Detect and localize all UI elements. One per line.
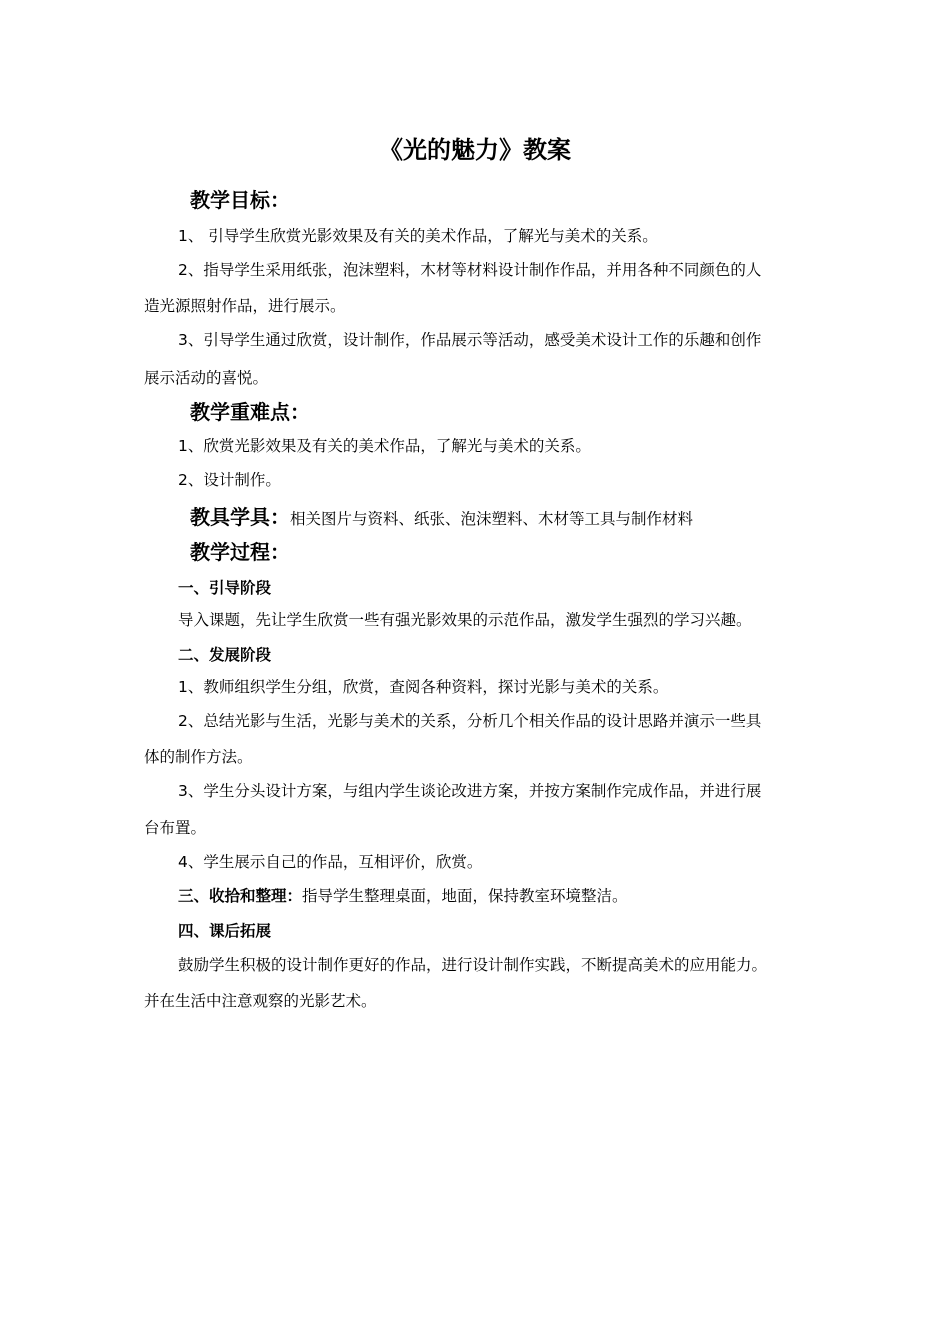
stage3-row: [178, 886, 628, 906]
tools-heading: 教具学具：: [190, 505, 290, 529]
stage3-title: 三、收拾和整理：: [178, 887, 303, 905]
stage2-item-1: 1、教师组织学生分组，欣赏，查阅各种资料，探讨光影与美术的关系。: [178, 678, 669, 696]
stage2-item-4: 4、学生展示自己的作品，互相评价，欣赏。: [178, 853, 483, 871]
goal-line-3: 3、引导学生通过欣赏，设计制作，作品展示等活动，感受美术设计工作的乐趣和创作: [178, 331, 762, 349]
tools-text: 相关图片与资料、纸张、泡沫塑料、木材等工具与制作材料: [290, 510, 694, 528]
stage2-title: 二、发展阶段: [178, 646, 272, 664]
stage2-item-3: 3、学生分头设计方案，与组内学生谈论改进方案，并按方案制作完成作品，并进行展: [178, 782, 762, 800]
key-point-1: 1、欣赏光影效果及有关的美术作品，了解光与美术的关系。: [178, 437, 591, 455]
key-point-2: 2、设计制作。: [178, 471, 281, 489]
stage2-item-2-cont: 体的制作方法。: [144, 748, 253, 766]
tools-row: [190, 505, 693, 529]
stage4-item-1-cont: 并在生活中注意观察的光影艺术。: [144, 992, 377, 1010]
goal-line-2: 2、指导学生采用纸张，泡沫塑料，木材等材料设计制作作品，并用各种不同颜色的人: [178, 261, 762, 279]
stage2-item-3-cont: 台布置。: [144, 819, 207, 837]
stage4-item-1: 鼓励学生积极的设计制作更好的作品，进行设计制作实践，不断提高美术的应用能力。: [178, 956, 768, 974]
stage4-title: 四、课后拓展: [178, 922, 272, 940]
stage3-text: 指导学生整理桌面，地面，保持教室环境整洁。: [302, 887, 628, 905]
stage1-text: 导入课题，先让学生欣赏一些有强光影效果的示范作品，激发学生强烈的学习兴趣。: [178, 611, 752, 629]
process-heading: 教学过程：: [190, 540, 290, 564]
stage1-title: 一、引导阶段: [178, 579, 272, 597]
stage2-item-2: 2、总结光影与生活，光影与美术的关系，分析几个相关作品的设计思路并演示一些具: [178, 712, 762, 730]
key-points-heading: 教学重难点：: [190, 400, 310, 424]
document-title: 《光的魅力》教案: [379, 136, 571, 164]
goal-line-1: 1、 引导学生欣赏光影效果及有关的美术作品，了解光与美术的关系。: [178, 227, 658, 245]
goal-line-3-cont: 展示活动的喜悦。: [144, 369, 269, 387]
goal-line-2-cont: 造光源照射作品，进行展示。: [144, 297, 346, 315]
goals-heading: 教学目标：: [190, 188, 290, 212]
